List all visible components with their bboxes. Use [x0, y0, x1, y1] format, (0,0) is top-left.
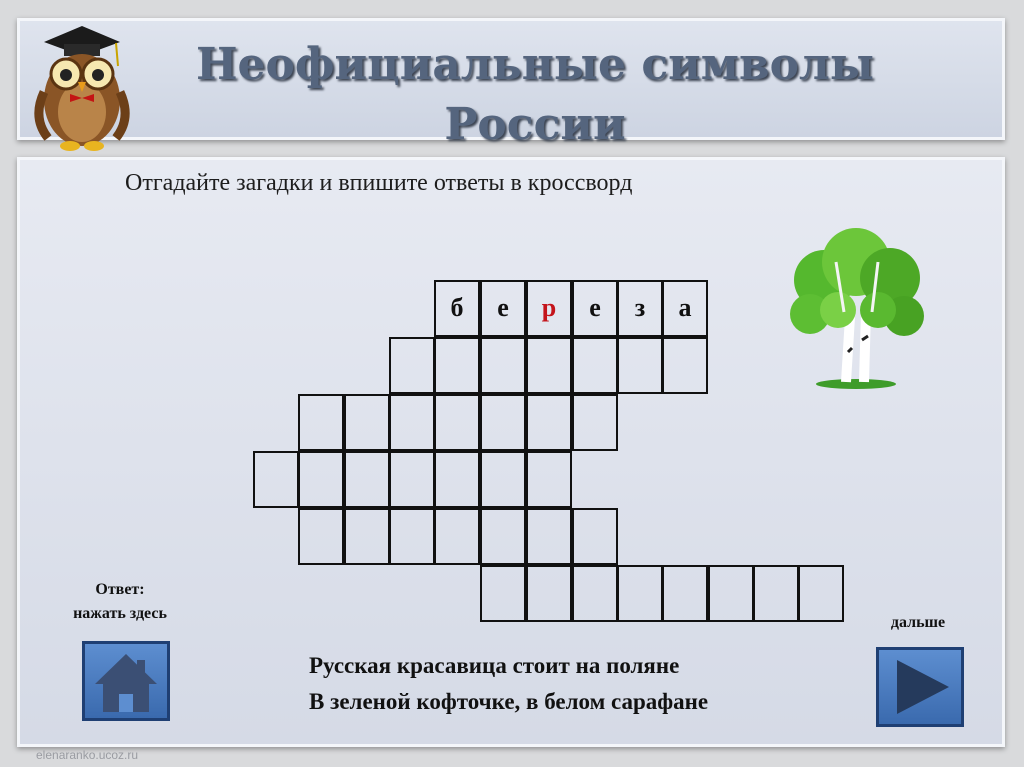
crossword-cell[interactable]	[434, 394, 480, 451]
play-arrow-icon	[879, 650, 961, 724]
crossword-cell[interactable]	[480, 565, 526, 622]
answer-label	[60, 578, 180, 626]
crossword-cell[interactable]	[662, 565, 708, 622]
crossword-cell[interactable]	[708, 565, 754, 622]
riddle-text	[309, 648, 708, 720]
crossword-cell[interactable]	[798, 565, 844, 622]
crossword-cell[interactable]	[526, 394, 572, 451]
crossword-cell[interactable]: б	[434, 280, 480, 337]
crossword-cell[interactable]	[526, 337, 572, 394]
crossword-cell[interactable]	[572, 565, 618, 622]
crossword-cell[interactable]	[753, 565, 799, 622]
crossword-cell[interactable]	[253, 451, 299, 508]
crossword-cell[interactable]	[617, 565, 663, 622]
instruction-text: Отгадайте загадки и впишите ответы в кроссворд	[125, 170, 633, 196]
crossword-cell[interactable]	[480, 337, 526, 394]
crossword-cell[interactable]	[298, 451, 344, 508]
crossword-cell[interactable]	[344, 451, 390, 508]
crossword-cell[interactable]	[434, 508, 480, 565]
crossword-cell[interactable]: е	[572, 280, 618, 337]
watermark: elenaranko.ucoz.ru	[36, 748, 139, 762]
next-label: дальше	[890, 614, 946, 631]
answer-label-line1: Ответ:	[95, 581, 145, 598]
riddle-line1: Русская красавица стоит на поляне	[309, 653, 680, 678]
crossword-cell[interactable]	[434, 451, 480, 508]
crossword-cell[interactable]	[662, 337, 708, 394]
crossword-cell[interactable]	[526, 565, 572, 622]
home-icon	[85, 644, 167, 718]
crossword-cell[interactable]	[572, 337, 618, 394]
birch-tree-icon	[786, 222, 926, 394]
crossword-cell-highlight[interactable]: р	[526, 280, 572, 337]
crossword-cell[interactable]	[617, 337, 663, 394]
crossword-cell[interactable]	[480, 394, 526, 451]
page-title: Неофициальные символы России	[195, 39, 875, 150]
crossword-cell[interactable]: а	[662, 280, 708, 337]
crossword-cell[interactable]	[344, 508, 390, 565]
answer-label-line2: нажать здесь	[73, 605, 167, 622]
crossword-cell[interactable]	[298, 394, 344, 451]
crossword-cell[interactable]	[389, 451, 435, 508]
crossword-cell[interactable]	[480, 451, 526, 508]
riddle-line2: В зеленой кофточке, в белом сарафане	[309, 689, 709, 714]
crossword-cell[interactable]	[434, 337, 480, 394]
crossword-cell[interactable]	[389, 508, 435, 565]
crossword-cell[interactable]	[526, 451, 572, 508]
crossword-cell[interactable]	[389, 394, 435, 451]
answer-button[interactable]	[82, 641, 170, 721]
crossword-cell[interactable]	[298, 508, 344, 565]
crossword-cell[interactable]	[572, 394, 618, 451]
crossword-cell[interactable]	[572, 508, 618, 565]
crossword-cell[interactable]: з	[617, 280, 663, 337]
crossword-cell[interactable]: е	[480, 280, 526, 337]
crossword-cell[interactable]	[526, 508, 572, 565]
crossword-cell[interactable]	[344, 394, 390, 451]
crossword-cell[interactable]	[389, 337, 435, 394]
crossword-cell[interactable]	[480, 508, 526, 565]
next-button[interactable]	[876, 647, 964, 727]
